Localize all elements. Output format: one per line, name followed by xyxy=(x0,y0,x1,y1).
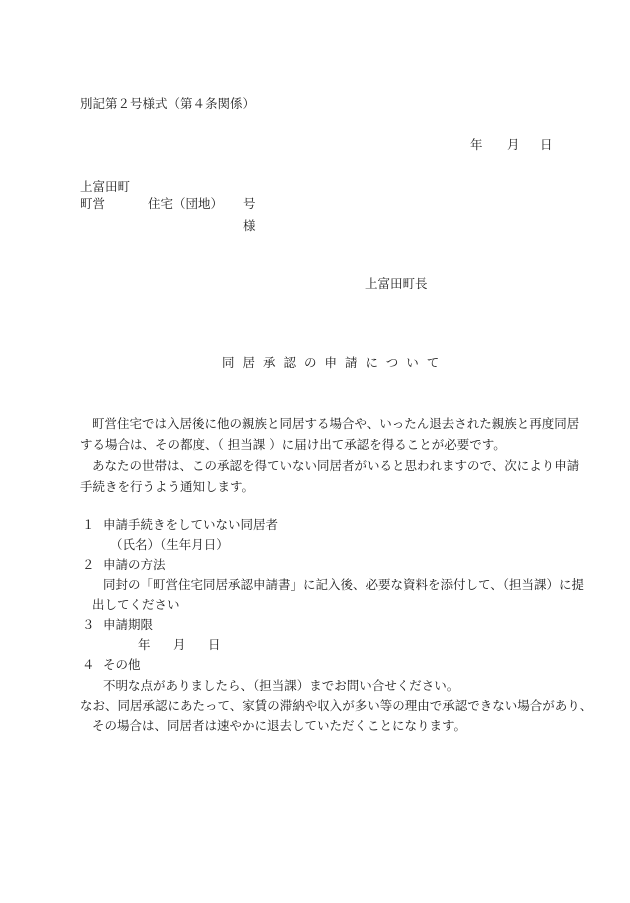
body-p2-line1: あなたの世帯は、この承認を得ていない同居者がいると思われますので、次により申請 xyxy=(92,458,580,473)
document-title: 同居承認の申請について xyxy=(222,355,448,370)
item-1-detail: （氏名）（生年月日） xyxy=(110,537,229,552)
body-p2-line2: 手続きを行うよう通知します。 xyxy=(80,479,255,494)
item-2-detail-line1: 同封の「町営住宅同居承認申請書」に記入後、必要な資料を添付して、（担当課）に提 xyxy=(103,577,585,592)
item-2-heading: 申請の方法 xyxy=(103,557,166,572)
honorific: 様 xyxy=(243,218,256,233)
item-2-detail-line2: 出してください xyxy=(92,597,180,612)
date-year: 年 xyxy=(470,137,483,152)
note-line2: その場合は、同居者は速やかに退去していただくことになります。 xyxy=(92,718,467,733)
item-3-day: 日 xyxy=(208,637,221,652)
recipient-town: 上富田町 xyxy=(80,179,131,194)
housing-prefix: 町営 xyxy=(80,196,106,211)
sender-name: 上富田町長 xyxy=(365,276,428,291)
item-4-detail: 不明な点がありましたら、（担当課）までお問い合せください。 xyxy=(103,678,460,693)
note-line1: なお、同居承認にあたって、家賃の滞納や収入が多い等の理由で承認できない場合があり、 xyxy=(80,698,593,713)
date-day: 日 xyxy=(540,137,553,152)
item-3-year: 年 xyxy=(138,637,151,652)
item-2-number: ２ xyxy=(82,557,95,572)
item-4-heading: その他 xyxy=(103,657,141,672)
item-3-month: 月 xyxy=(173,637,186,652)
date-month: 月 xyxy=(507,137,520,152)
form-label: 別記第２号様式（第４条関係） xyxy=(80,96,256,111)
item-3-number: ３ xyxy=(82,617,95,632)
housing-number: 号 xyxy=(243,196,256,211)
body-p1-line1: 町営住宅では入居後に他の親族と同居する場合や、いったん退去された親族と再度同居 xyxy=(92,416,580,431)
item-1-heading: 申請手続きをしていない同居者 xyxy=(103,517,279,532)
body-p1-line2: する場合は、その都度、（ 担当課 ）に届け出て承認を得ることが必要です。 xyxy=(80,437,506,452)
housing-middle: 住宅（団地） xyxy=(148,196,224,211)
item-1-number: １ xyxy=(82,517,95,532)
item-3-heading: 申請期限 xyxy=(103,617,154,632)
item-4-number: ４ xyxy=(82,657,95,672)
